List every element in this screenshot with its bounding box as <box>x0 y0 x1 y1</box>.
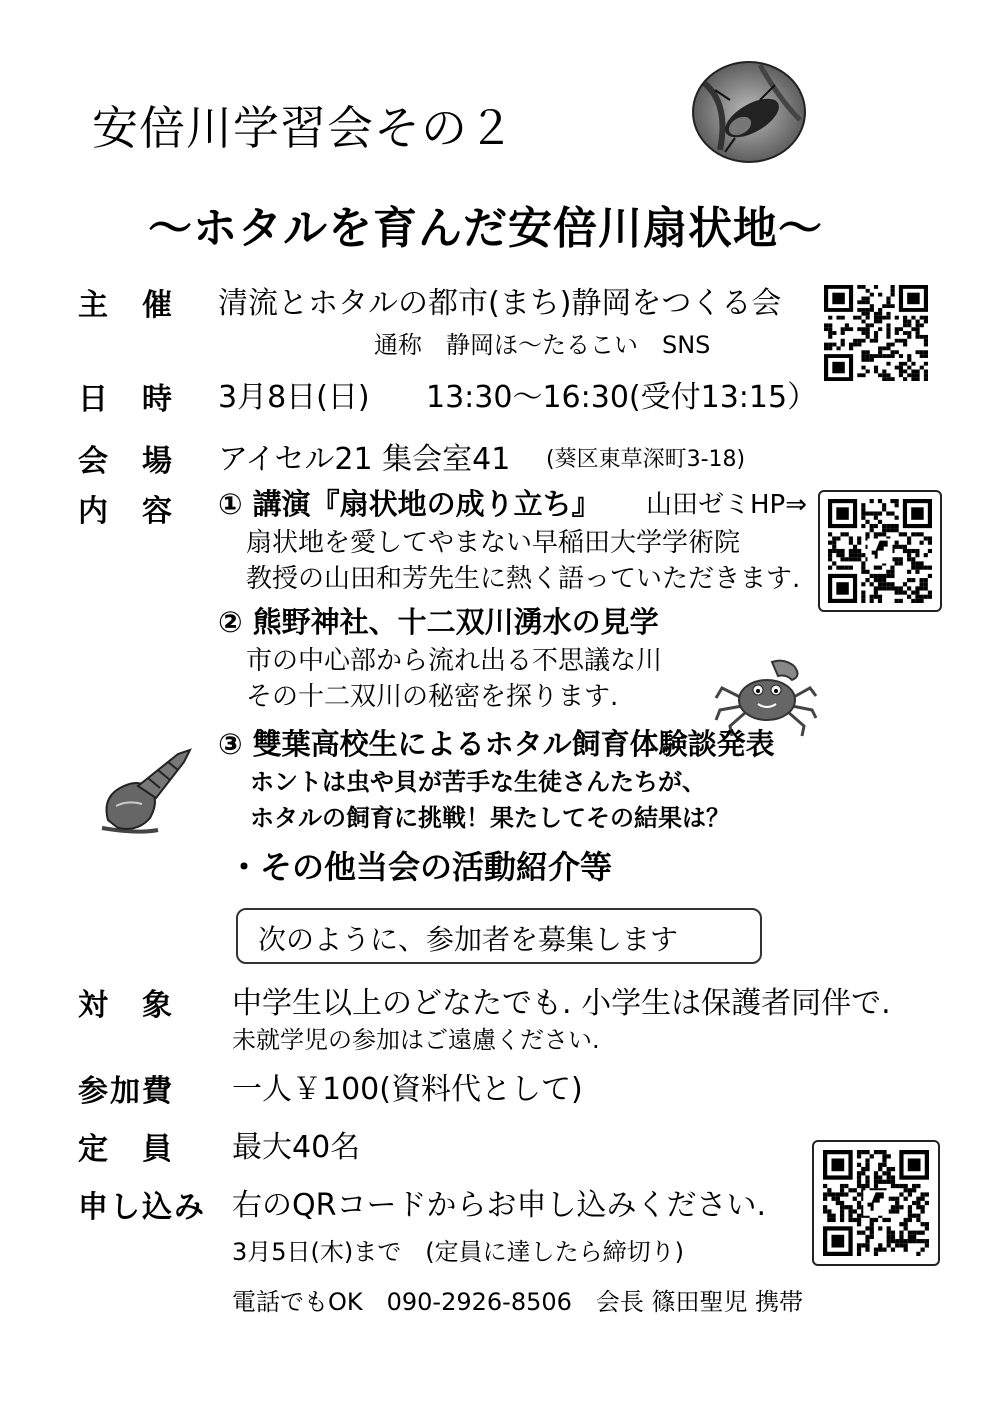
recruit-box-text: 次のように、参加者を募集します <box>258 923 679 956</box>
organizer-label: 主 催 <box>78 288 174 323</box>
organizer-name: 清流とホタルの都市(まち)静岡をつくる会 <box>218 286 782 321</box>
firefly-photo <box>690 60 808 164</box>
sns-qr-code[interactable] <box>824 285 928 381</box>
apply-deadline: 3月5日(木)まで (定員に達したら締切り) <box>232 1238 684 1266</box>
snail-illustration <box>98 748 198 838</box>
target-line: 未就学児の参加はご遠慮ください. <box>232 1026 600 1054</box>
datetime-label: 日 時 <box>78 382 174 417</box>
content-item-3-heading: ③ 雙葉高校生によるホタル飼育体験談発表 <box>218 727 775 761</box>
content-item-2-heading: ② 熊野神社、十二双川湧水の見学 <box>218 605 659 639</box>
apply-label: 申し込み <box>78 1190 206 1225</box>
capacity-label: 定 員 <box>78 1132 174 1167</box>
fee-value: 一人￥100(資料代として) <box>232 1072 583 1107</box>
venue-name: アイセル21 集会室41 <box>218 442 511 477</box>
venue-label: 会 場 <box>78 444 174 479</box>
venue-address: (葵区東草深町3-18) <box>546 447 746 472</box>
content-label: 内 容 <box>78 494 174 529</box>
organizer-nickname: 通称 静岡ほ～たるこい SNS <box>374 331 711 359</box>
capacity-value: 最大40名 <box>232 1130 361 1165</box>
fee-label: 参加費 <box>78 1074 174 1109</box>
event-time: 13:30～16:30(受付13:15） <box>426 380 818 415</box>
page-subtitle: ～ホタルを育んだ安倍川扇状地～ <box>148 203 823 254</box>
apply-line: 右のQRコードからお申し込みください. <box>232 1188 766 1223</box>
application-qr-code[interactable] <box>812 1140 940 1266</box>
content-item-1-heading: ① 講演『扇状地の成り立ち』 <box>218 487 601 521</box>
content-other: ・その他当会の活動紹介等 <box>228 848 613 886</box>
page-title: 安倍川学習会その２ <box>92 101 515 155</box>
content-item-1-line: 扇状地を愛してやまない早稲田大学学術院 <box>246 528 741 558</box>
content-item-2-line: 市の中心部から流れ出る不思議な川 <box>246 646 663 676</box>
content-item-2-line: その十二双川の秘密を探ります. <box>246 682 619 712</box>
content-item-1-line: 教授の山田和芳先生に熱く語っていただきます. <box>246 564 801 594</box>
content-item-3-line: ホントは虫や貝が苦手な生徒さんたちが、 <box>250 768 706 796</box>
target-label: 対 象 <box>78 988 174 1023</box>
yamada-seminar-qr-code[interactable] <box>818 490 942 612</box>
content-item-3-line: ホタルの飼育に挑戦！果たしてその結果は？ <box>250 804 730 832</box>
target-line: 中学生以上のどなたでも. 小学生は保護者同伴で. <box>232 986 891 1021</box>
event-date: 3月8日(日) <box>218 380 370 415</box>
apply-phone: 電話でもOK 090-2926-8506 会長 篠田聖児 携帯 <box>232 1288 804 1316</box>
yamada-seminar-link[interactable]: 山田ゼミHP⇒ <box>646 490 808 520</box>
recruit-box <box>236 908 762 964</box>
